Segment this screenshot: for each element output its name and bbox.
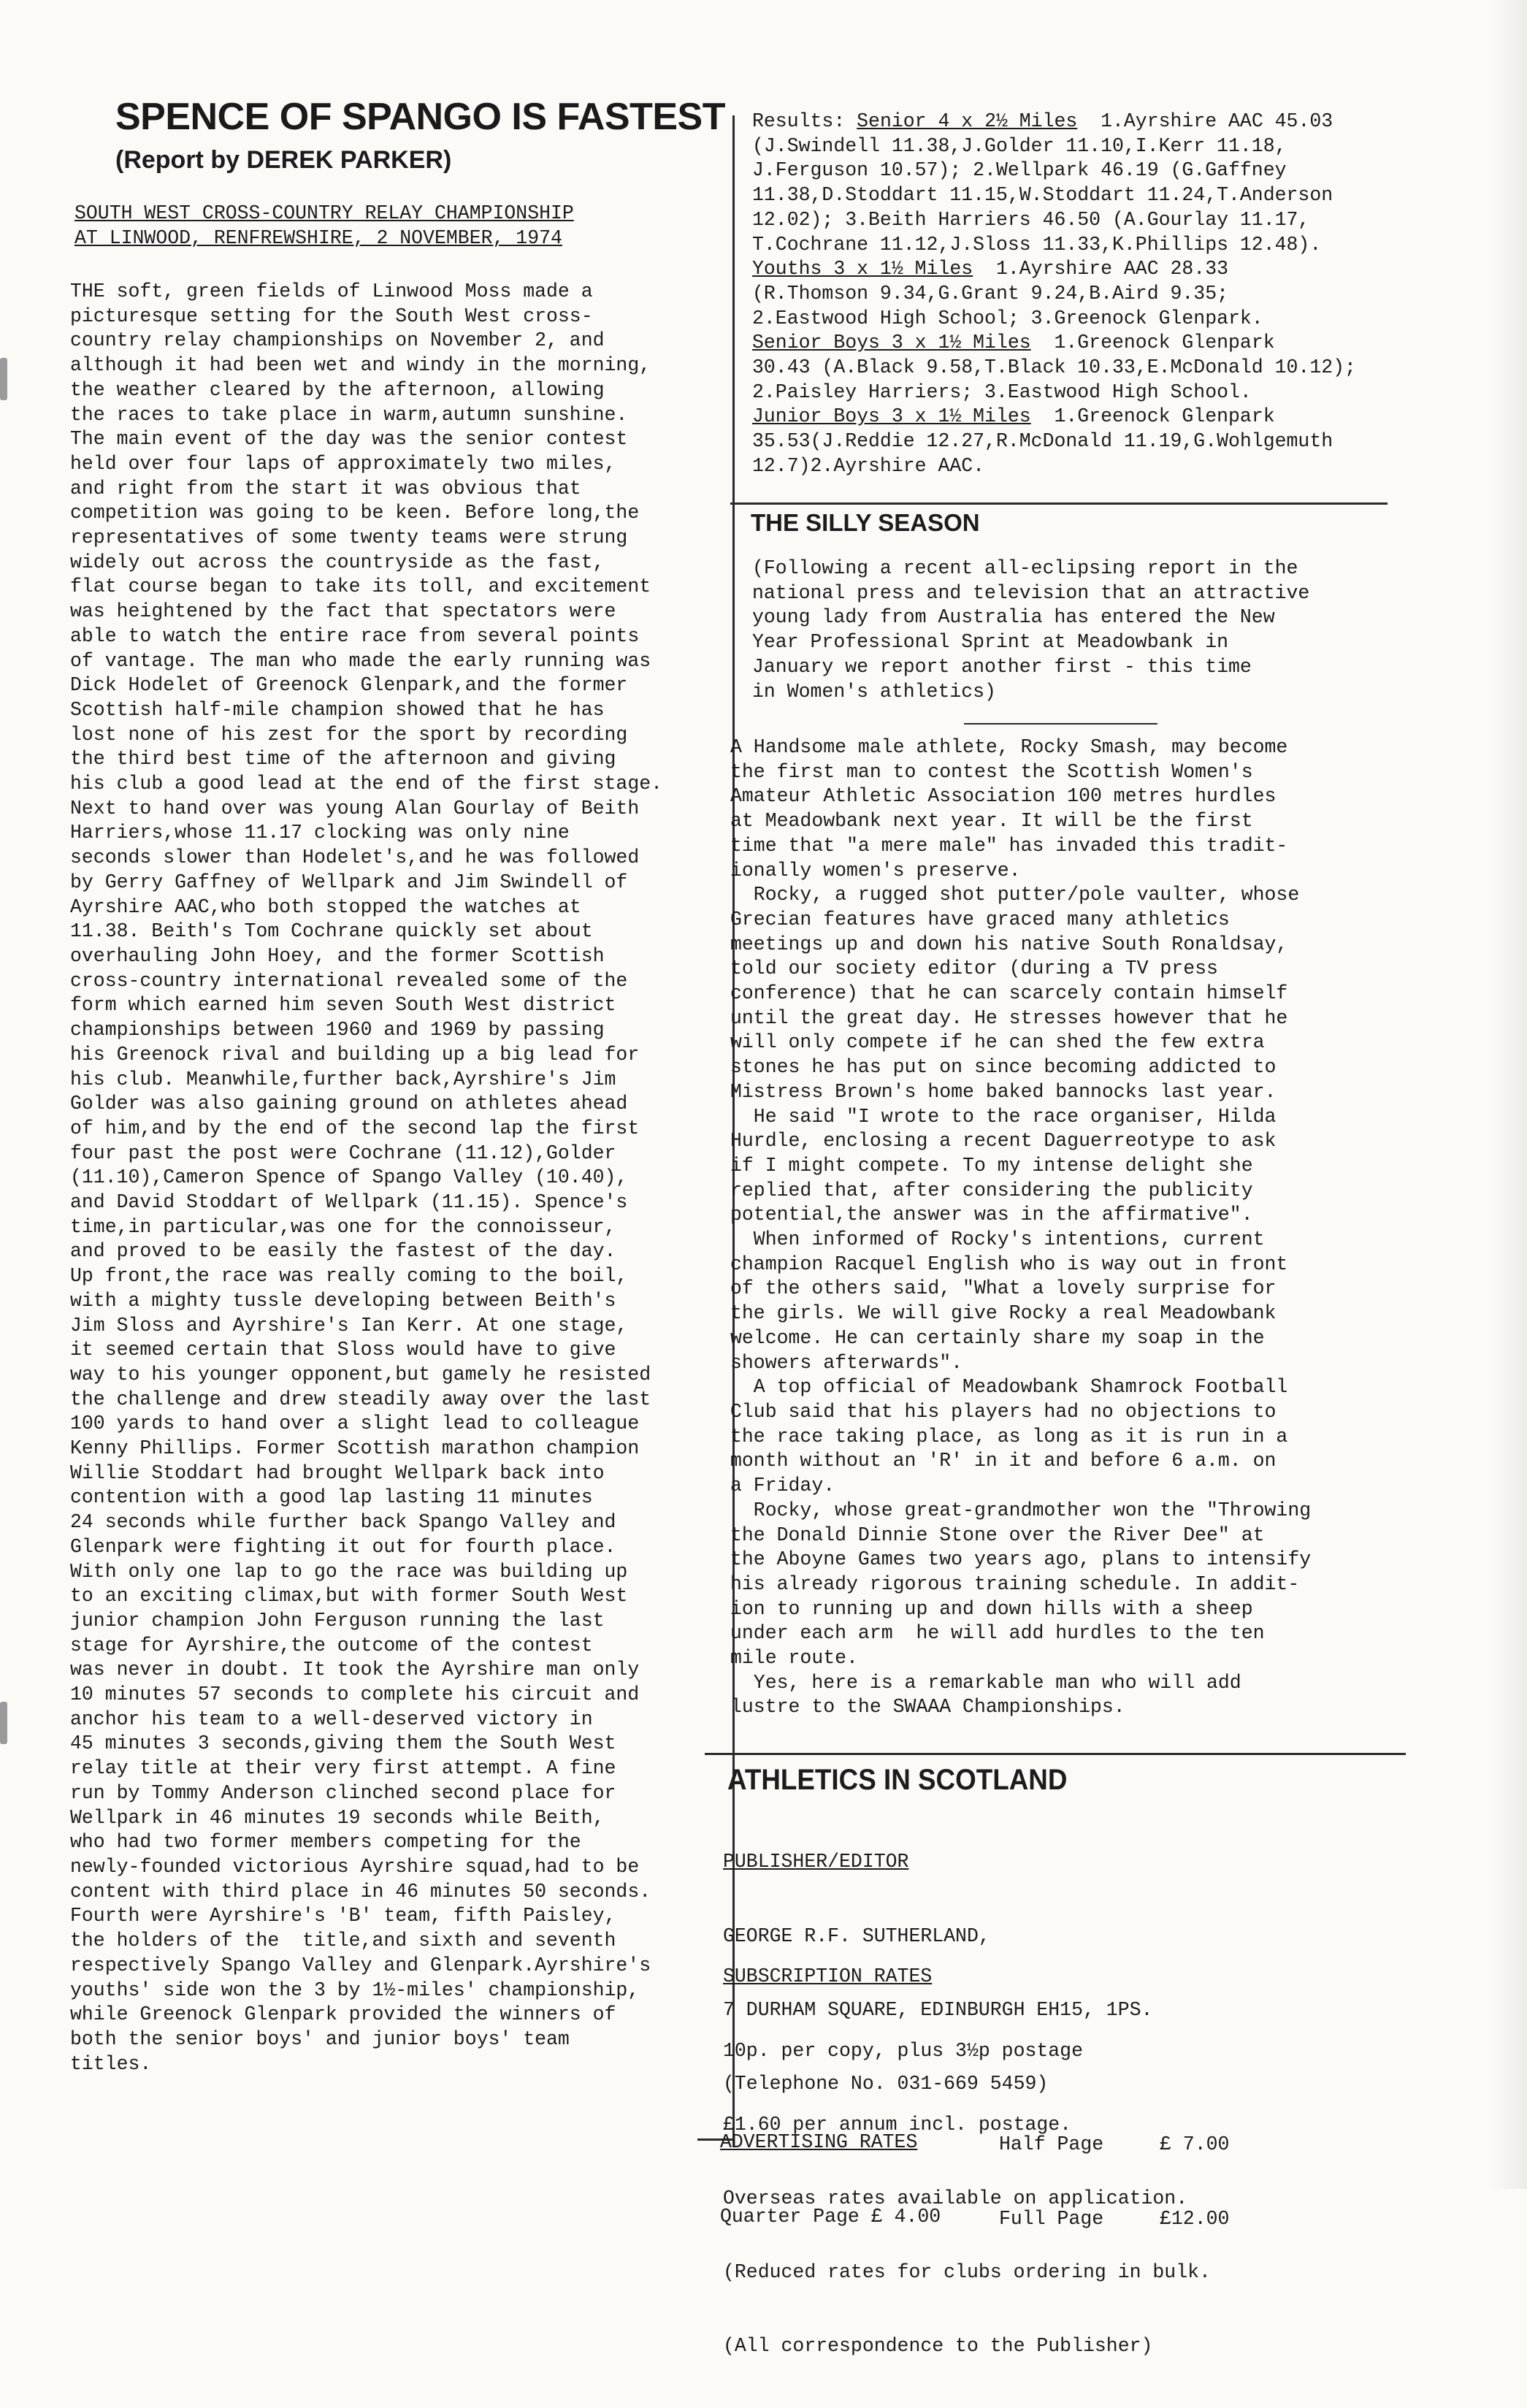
article-line: by Gerry Gaffney of Wellpark and Jim Swindell of: [70, 871, 628, 893]
article-line: and right from the start it was obvious that: [70, 477, 581, 500]
silly-line: meetings up and down his native South Ronaldsay,: [730, 933, 1288, 955]
silly-line: the Aboyne Games two years ago, plans to intensify: [730, 1548, 1312, 1571]
article-line: Up front,the race was really coming to the boil,: [70, 1265, 628, 1288]
silly-line: Rocky, whose great-grandmother won the "Throwing: [730, 1499, 1312, 1521]
article-line: form which earned him seven South West district: [70, 994, 616, 1017]
silly-line: if I might compete. To my intense delight she: [730, 1154, 1253, 1177]
article-line: his club a good lead at the end of the first stage.: [70, 773, 663, 795]
results-line: [752, 381, 1356, 405]
race-result-text: 1.Greenock Glenpark: [1030, 405, 1275, 428]
advertising-heading: ADVERTISING RATES: [720, 2131, 918, 2154]
silly-line: his already rigorous training schedule. In addit-: [730, 1572, 1300, 1595]
silly-line: Yes, here is a remarkable man who will add: [730, 1671, 1241, 1694]
article-line: both the senior boys' and junior boys' team: [70, 2027, 570, 2050]
staple-mark: [0, 1702, 7, 1744]
silly-season-title: THE SILLY SEASON: [751, 509, 980, 536]
article-line: 45 minutes 3 seconds,giving them the South West: [70, 1732, 616, 1755]
article-line: his club. Meanwhile,further back,Ayrshire's Jim: [70, 1068, 616, 1090]
article-line: lost none of his zest for the sport by recording: [70, 723, 628, 746]
article-line: (11.10),Cameron Spence of Spango Valley (10.40),: [70, 1166, 628, 1189]
silly-line: the girls. We will give Rocky a real Meadowbank: [730, 1302, 1277, 1325]
article-line: competition was going to be keen. Before long,the: [70, 502, 640, 524]
article-line: with a mighty tussle developing between Beith's: [70, 1289, 616, 1312]
article-line: the challenge and drew steadily away over the last: [70, 1388, 651, 1410]
article-line: contention with a good lap lasting 11 minutes: [70, 1486, 593, 1509]
subhead-line: AT LINWOOD, RENFREWSHIRE, 2 NOVEMBER, 1974: [74, 227, 562, 249]
article-line: and proved to be easily the fastest of the day.: [70, 1240, 616, 1263]
silly-line: at Meadowbank next year. It will be the first: [730, 810, 1253, 833]
article-line: 24 seconds while further back Spango Valley and: [70, 1511, 616, 1534]
race-result-text: (J.Swindell 11.38,J.Golder 11.10,I.Kerr 11.18,: [752, 134, 1287, 157]
race-result-text: 1.Greenock Glenpark: [1030, 332, 1275, 354]
silly-line: When informed of Rocky's intentions, current: [730, 1228, 1265, 1251]
silly-line: Club said that his players had no objections to: [730, 1400, 1277, 1423]
article-line: widely out across the countryside as the fast,: [70, 551, 605, 573]
silly-line: ion to running up and down hills with a sheep: [730, 1597, 1253, 1620]
article-line: who had two former members competing for the: [70, 1831, 581, 1854]
silly-line: month without an 'R' in it and before 6 a.m. on: [730, 1450, 1277, 1472]
article-line: Dick Hodelet of Greenock Glenpark,and the former: [70, 674, 628, 697]
section-rule: [730, 502, 1388, 505]
race-result-text: 11.38,D.Stoddart 11.15,W.Stoddart 11.24,T.Anderson: [752, 184, 1333, 207]
race-result-text: (R.Thomson 9.34,G.Grant 9.24,B.Aird 9.35;: [752, 282, 1229, 305]
article-line: content with third place in 46 minutes 50 seconds.: [70, 1880, 651, 1903]
article-line: of vantage. The man who made the early running was: [70, 649, 651, 672]
article-line: 100 yards to hand over a slight lead to colleague: [70, 1413, 640, 1435]
article-line: 11.38. Beith's Tom Cochrane quickly set about: [70, 920, 593, 943]
intro-line: national press and television that an attractive: [752, 581, 1310, 604]
silly-line: lustre to the SWAAA Championships.: [730, 1696, 1125, 1719]
silly-line: welcome. He can certainly share my soap in the: [730, 1326, 1265, 1349]
article-line: Harriers,whose 11.17 clocking was only nine: [70, 822, 570, 844]
article-line: representatives of some twenty teams were strung: [70, 527, 628, 549]
full-page-label: Full Page: [999, 2207, 1104, 2230]
subscription-heading: SUBSCRIPTION RATES: [723, 1965, 933, 1988]
results-line: [752, 158, 1356, 183]
intro-line: young lady from Australia has entered the New: [752, 606, 1275, 629]
results-line: [752, 257, 1356, 282]
publisher-heading: PUBLISHER/EDITOR: [723, 1851, 909, 1873]
race-result-text: 2.Eastwood High School; 3.Greenock Glenpark.: [752, 307, 1263, 329]
intro-line: January we report another first - this time: [752, 655, 1252, 678]
subscription-line: 10p. per copy, plus 3½p postage: [723, 2039, 1083, 2062]
article-line: held over four laps of approximately two miles,: [70, 452, 616, 475]
silly-line: Hurdle, enclosing a recent Daguerreotype to ask: [730, 1130, 1277, 1153]
results-line: [752, 356, 1356, 381]
silly-line: mile route.: [730, 1647, 858, 1670]
article-line: youths' side won the 3 by 1½-miles' championship,: [70, 1979, 640, 2001]
article-line: titles.: [70, 2052, 152, 2075]
silly-line: the race taking place, as long as it is run in a: [730, 1425, 1288, 1448]
section-rule: [705, 1753, 1406, 1755]
full-page-price: £12.00: [1160, 2207, 1230, 2230]
article-line: the races to take place in warm,autumn sunshine.: [70, 403, 628, 426]
silly-line: A Handsome male athlete, Rocky Smash, may become: [730, 736, 1288, 758]
silly-line: potential,the answer was in the affirmative".: [730, 1204, 1253, 1226]
results-line: [752, 429, 1356, 454]
silly-line: under each arm he will add hurdles to the ten: [730, 1622, 1265, 1645]
article-line: Jim Sloss and Ayrshire's Ian Kerr. At one stage,: [70, 1314, 628, 1337]
silly-line: of the others said, "What a lovely surprise for: [730, 1277, 1277, 1300]
results-block: [752, 110, 1356, 479]
silly-line: until the great day. He stresses however that he: [730, 1006, 1288, 1029]
article-line: Golder was also gaining ground on athletes ahead: [70, 1093, 628, 1115]
article-line: respectively Spango Valley and Glenpark.Ayrshire's: [70, 1954, 651, 1976]
article-line: the third best time of the afternoon and giving: [70, 748, 616, 771]
race-heading: Youths 3 x 1½ Miles: [752, 258, 973, 280]
article-line: stage for Ayrshire,the outcome of the contest: [70, 1634, 593, 1656]
silly-line: the first man to contest the Scottish Women's: [730, 760, 1253, 783]
masthead-title: ATHLETICS IN SCOTLAND: [727, 1764, 1068, 1796]
silly-line: a Friday.: [730, 1475, 835, 1497]
article-line: junior champion John Ferguson running the last: [70, 1609, 605, 1632]
article-line: Ayrshire AAC,who both stopped the watches at: [70, 895, 581, 918]
silly-line: replied that, after considering the publicity: [730, 1179, 1253, 1201]
silly-line: Rocky, a rugged shot putter/pole vaulter, whose: [730, 884, 1300, 906]
article-line: run by Tommy Anderson clinched second place for: [70, 1781, 616, 1804]
race-result-text: 12.02); 3.Beith Harriers 46.50 (A.Gourlay 11.17,: [752, 208, 1310, 231]
article-line: it seemed certain that Sloss would have to give: [70, 1339, 616, 1361]
article-line: championships between 1960 and 1969 by passing: [70, 1019, 605, 1041]
silly-line: will only compete if he can shed the few extra: [730, 1031, 1265, 1054]
advertising-labels: [999, 2084, 1103, 2281]
staple-mark: [0, 358, 7, 400]
article-line: seconds slower than Hodelet's,and he was followed: [70, 846, 640, 869]
article-line: Fourth were Ayrshire's 'B' team, fifth Paisley,: [70, 1905, 616, 1927]
results-line: [752, 307, 1356, 332]
silly-line: told our society editor (during a TV press: [730, 958, 1218, 980]
subscription-line: (Reduced rates for clubs ordering in bulk.: [723, 2260, 1211, 2283]
silly-line: ionally women's preserve.: [730, 859, 1021, 882]
results-line: [752, 405, 1356, 429]
race-result-text: 12.7)2.Ayrshire AAC.: [752, 454, 985, 477]
subscription-line: Overseas rates available on application.: [723, 2187, 1188, 2209]
results-label: Results:: [752, 110, 846, 132]
article-line: and David Stoddart of Wellpark (11.15). Spence's: [70, 1191, 628, 1214]
results-line: [752, 233, 1356, 258]
publisher-line: GEORGE R.F. SUTHERLAND,: [723, 1925, 990, 1947]
race-result-text: J.Ferguson 10.57); 2.Wellpark 46.19 (G.Gaffney: [752, 159, 1287, 182]
race-result-text: 2.Paisley Harriers; 3.Eastwood High School.: [752, 381, 1252, 403]
article-line: of him,and by the end of the second lap the first: [70, 1117, 640, 1139]
results-line: [752, 208, 1356, 233]
article-headline: SPENCE OF SPANGO IS FASTEST: [115, 96, 726, 138]
article-line: was never in doubt. It took the Ayrshire man only: [70, 1659, 640, 1681]
results-line: [752, 183, 1356, 208]
silly-line: Grecian features have graced many athletics: [730, 908, 1230, 930]
subscription-line: (All correspondence to the Publisher): [723, 2334, 1153, 2357]
article-line: flat course began to take its toll, and excitement: [70, 576, 651, 598]
race-result-text: 1.Ayrshire AAC 28.33: [973, 258, 1229, 280]
article-line: overhauling John Hoey, and the former Scottish: [70, 944, 605, 967]
article-line: was heightened by the fact that spectators were: [70, 600, 616, 623]
article-line: his Greenock rival and building up a big lead for: [70, 1043, 640, 1066]
silly-line: showers afterwards".: [730, 1351, 963, 1374]
article-line: With only one lap to go the race was building up: [70, 1560, 628, 1583]
results-line: [752, 454, 1356, 479]
silly-line: conference) that he can scarcely contain himself: [730, 982, 1288, 1005]
article-line: cross-country international revealed some of the: [70, 969, 628, 992]
race-heading: Senior 4 x 2½ Miles: [857, 110, 1078, 132]
subhead-line: SOUTH WEST CROSS-COUNTRY RELAY CHAMPIONSHIP: [74, 202, 574, 224]
article-line: The main event of the day was the senior contest: [70, 428, 628, 451]
article-line: four past the post were Cochrane (11.12),Golder: [70, 1142, 616, 1164]
race-result-text: T.Cochrane 11.12,J.Sloss 11.33,K.Phillips 12.48).: [752, 233, 1322, 256]
results-line: [752, 134, 1356, 159]
race-result-text: 1.Ayrshire AAC 45.03: [1077, 110, 1333, 132]
intro-line: Year Professional Sprint at Meadowbank in: [752, 631, 1229, 654]
results-line: [752, 331, 1356, 356]
article-line: the holders of the title,and sixth and seventh: [70, 1930, 616, 1952]
article-line: Wellpark in 46 minutes 19 seconds while Beith,: [70, 1806, 605, 1829]
half-page-label: Half Page: [999, 2133, 1104, 2156]
article-line: Kenny Phillips. Former Scottish marathon champion: [70, 1437, 640, 1460]
silly-line: stones he has put on since becoming addicted to: [730, 1056, 1277, 1079]
advertising-block: [720, 2082, 941, 2279]
short-rule: [964, 723, 1157, 725]
publisher-line: 7 DURHAM SQUARE, EDINBURGH EH15, 1PS.: [723, 1998, 1153, 2021]
silly-line: He said "I wrote to the race organiser, Hilda: [730, 1105, 1277, 1128]
article-line: Willie Stoddart had brought Wellpark back into: [70, 1461, 605, 1484]
intro-line: (Following a recent all-eclipsing report in the: [752, 557, 1298, 579]
race-heading: Junior Boys 3 x 1½ Miles: [752, 405, 1031, 428]
article-line: country relay championships on November 2, and: [70, 329, 605, 352]
article-line: Next to hand over was young Alan Gourlay of Beith: [70, 797, 640, 819]
silly-line: A top official of Meadowbank Shamrock Football: [730, 1376, 1288, 1399]
results-line: [752, 282, 1356, 307]
silly-line: the Donald Dinnie Stone over the River Dee" at: [730, 1524, 1265, 1546]
article-line: time,in particular,was one for the connoisseur,: [70, 1215, 616, 1238]
silly-line: Mistress Brown's home baked bannocks last year.: [730, 1080, 1277, 1103]
article-line: 10 minutes 57 seconds to complete his circuit and: [70, 1683, 640, 1706]
article-line: picturesque setting for the South West cross-: [70, 305, 593, 327]
advertising-prices: [1160, 2084, 1229, 2281]
results-line: [752, 110, 1356, 134]
silly-line: time that "a mere male" has invaded this tradit-: [730, 834, 1288, 857]
article-body: [70, 280, 662, 2076]
article-line: anchor his team to a well-deserved victory in: [70, 1708, 593, 1730]
silly-line: Amateur Athletic Association 100 metres hurdles: [730, 785, 1277, 808]
publisher-line: (Telephone No. 031-669 5459): [723, 2072, 1049, 2095]
article-line: Glenpark were fighting it out for fourth place.: [70, 1535, 616, 1558]
silly-line: champion Racquel English who is way out in front: [730, 1253, 1288, 1275]
article-line: the weather cleared by the afternoon, allowing: [70, 378, 605, 401]
silly-season-intro: [752, 557, 1309, 704]
article-subhead: [74, 201, 574, 251]
article-byline: (Report by DEREK PARKER): [115, 146, 452, 174]
quarter-page-rate: Quarter Page £ 4.00: [720, 2205, 941, 2228]
article-line: Scottish half-mile champion showed that he has: [70, 698, 605, 721]
article-line: THE soft, green fields of Linwood Moss made a: [70, 280, 593, 302]
intro-line: in Women's athletics): [752, 680, 996, 703]
article-line: newly-founded victorious Ayrshire squad,had to be: [70, 1856, 640, 1878]
article-line: while Greenock Glenpark provided the winners of: [70, 2003, 616, 2026]
article-line: way to his younger opponent,but gamely he resisted: [70, 1363, 651, 1385]
article-line: although it had been wet and windy in the morning,: [70, 354, 651, 377]
subscription-line: £1.60 per annum incl. postage.: [723, 2113, 1072, 2136]
article-line: relay title at their very first attempt. A fine: [70, 1757, 616, 1780]
half-page-price: £ 7.00: [1160, 2133, 1230, 2156]
article-line: to an exciting climax,but with former South West: [70, 1585, 628, 1608]
race-result-text: 30.43 (A.Black 9.58,T.Black 10.33,E.McDonald 10.12);: [752, 356, 1356, 379]
article-line: able to watch the entire race from several points: [70, 624, 640, 647]
race-heading: Senior Boys 3 x 1½ Miles: [752, 332, 1031, 354]
silly-season-body: [730, 735, 1311, 1720]
race-result-text: 35.53(J.Reddie 12.27,R.McDonald 11.19,G.Wohlgemuth: [752, 430, 1333, 453]
